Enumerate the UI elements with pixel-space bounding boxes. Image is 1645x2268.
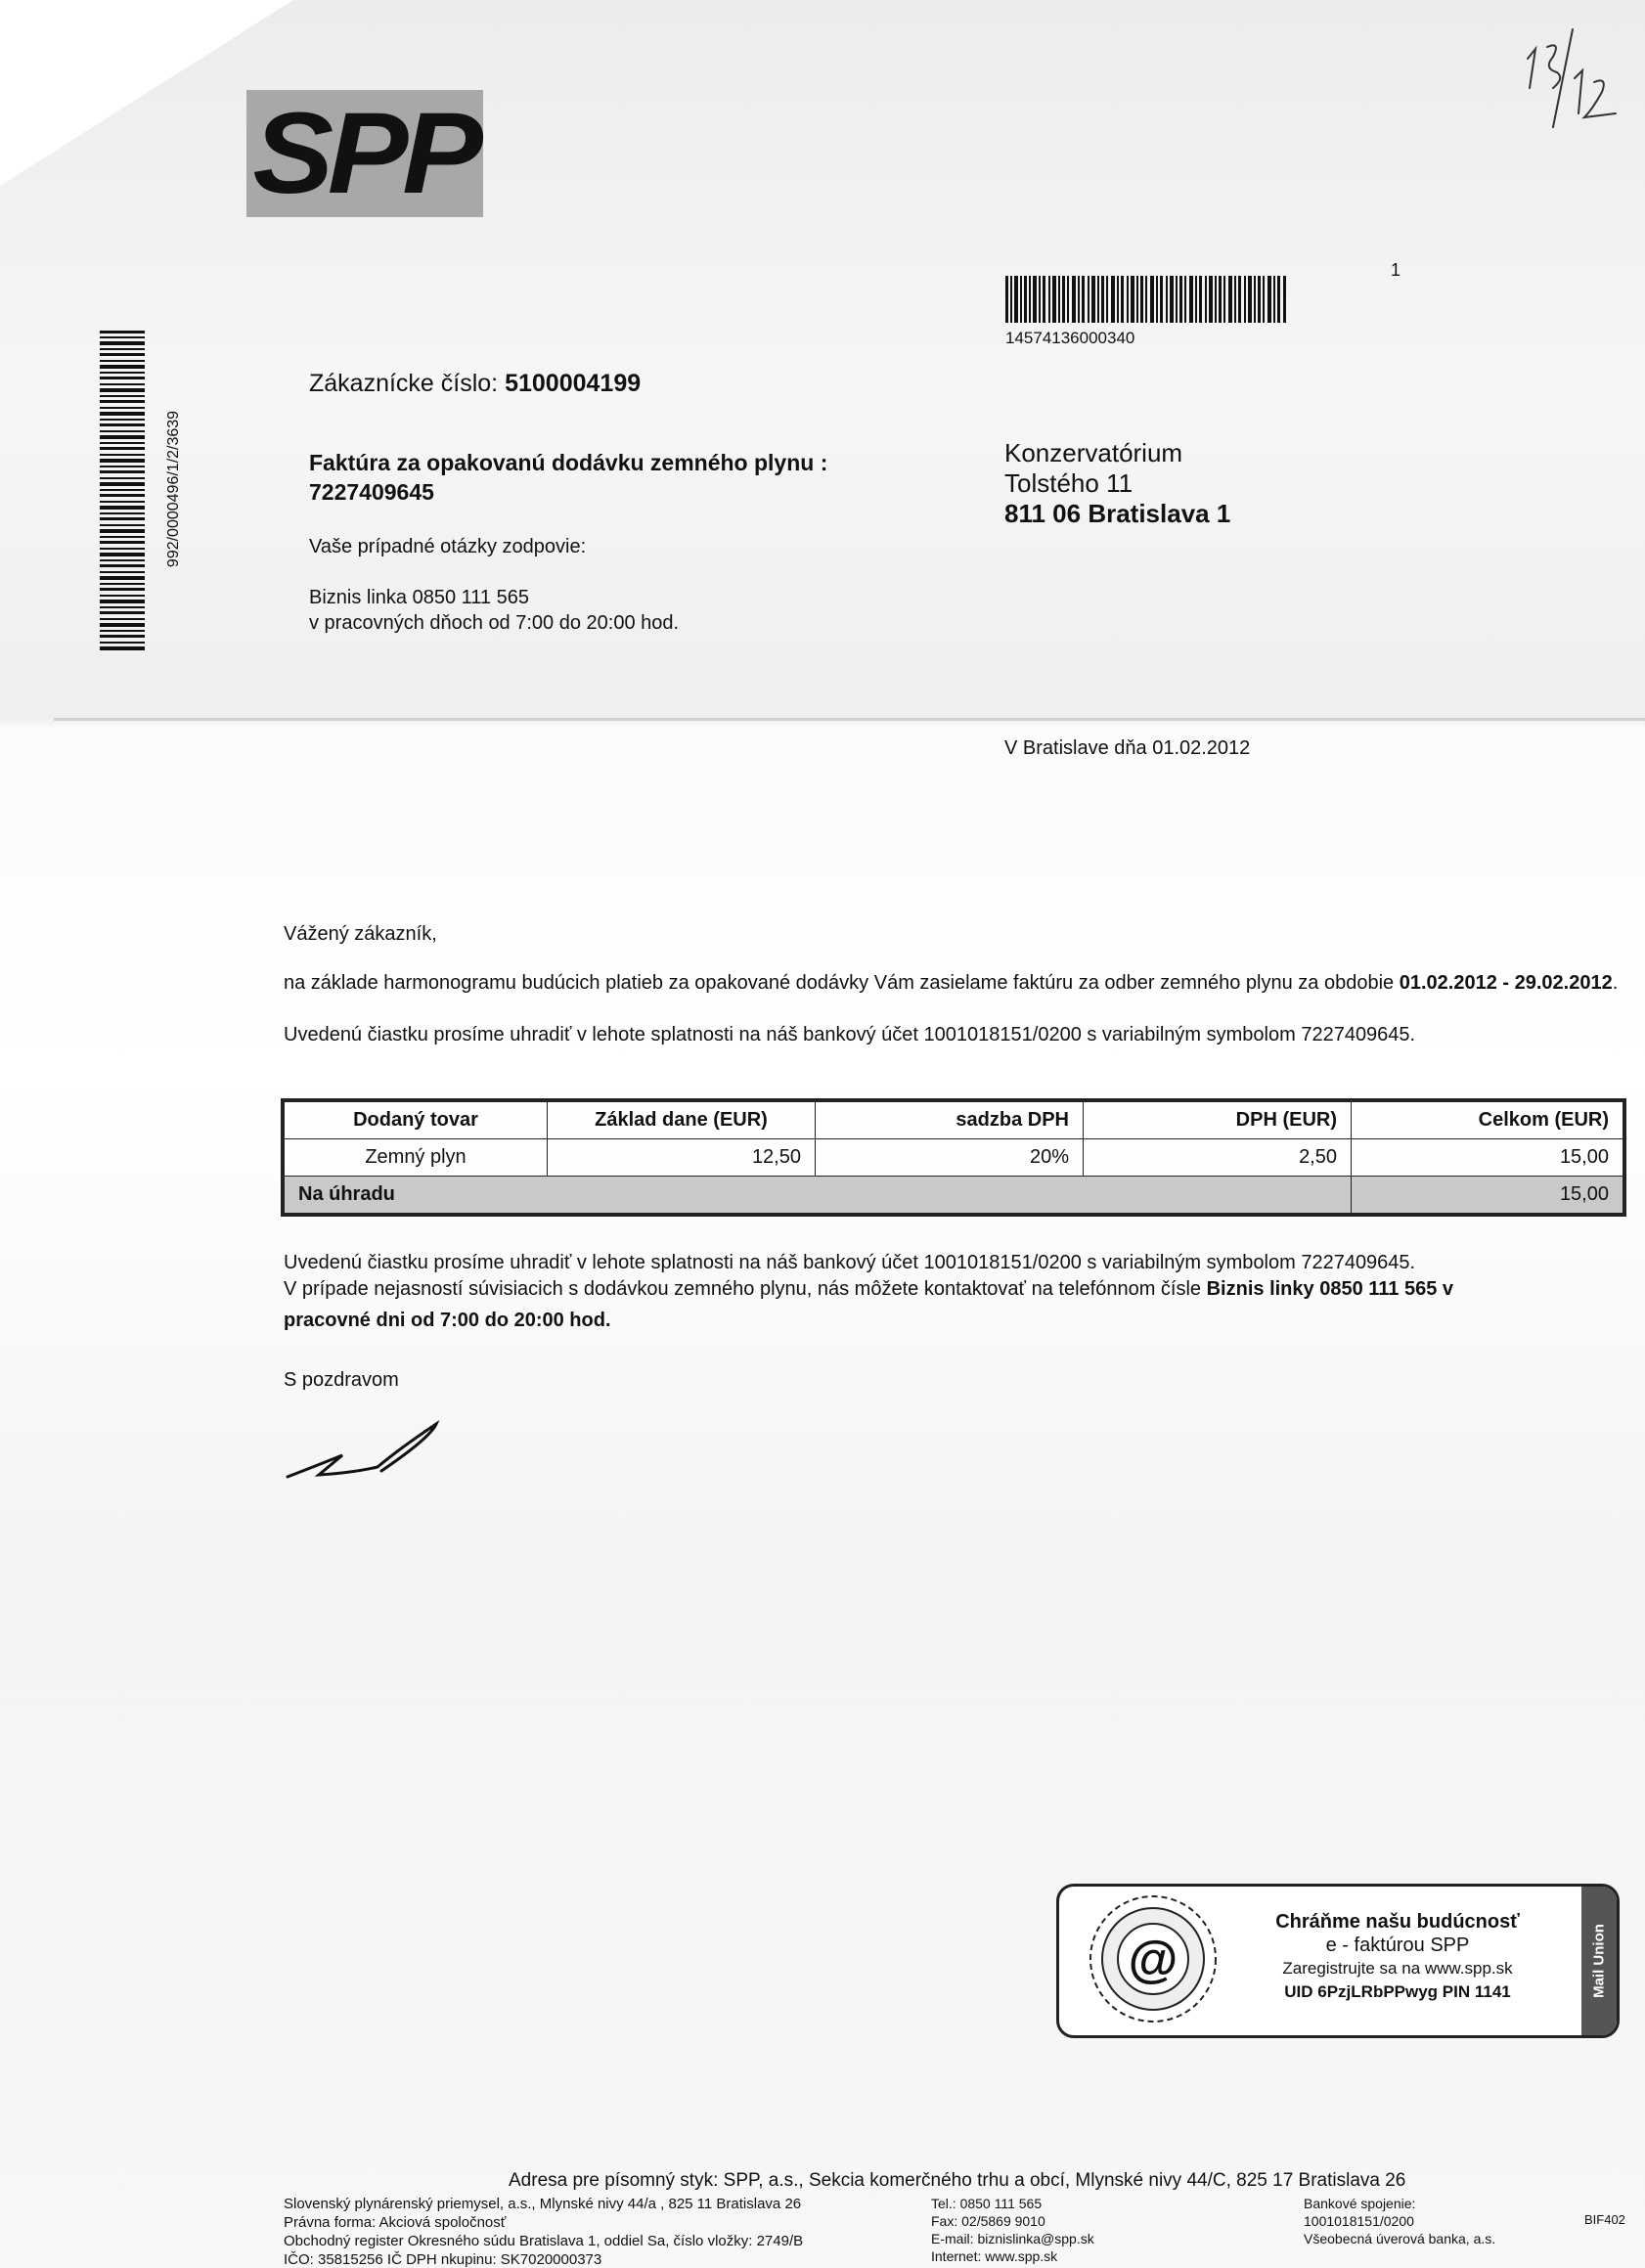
customer-number (309, 370, 641, 398)
hotline-line1: Biznis linka 0850 111 565 (309, 587, 529, 608)
promo-text (1241, 1910, 1554, 2004)
spp-logo (246, 90, 483, 217)
footer-company-line: Slovenský plynárenský priemysel, a.s., Mlynské nivy 44/a , 825 11 Bratislava 26 (284, 2196, 802, 2212)
invoice-title-line1: Faktúra za opakovanú dodávku zemného plynu : (309, 450, 828, 475)
side-barcode (100, 331, 145, 653)
signature (284, 1418, 450, 1487)
contact-hours: pracovné dni od 7:00 do 20:00 hod. (284, 1310, 611, 1331)
header-vat: DPH (EUR) (1084, 1102, 1352, 1139)
paragraph-period (284, 970, 1623, 996)
recipient-name: Konzervatórium (1004, 438, 1183, 467)
contact-hotline: Biznis linky 0850 111 565 v (1206, 1278, 1454, 1300)
recipient-city: 811 06 Bratislava 1 (1004, 499, 1231, 528)
footer-contact-line: E-mail: biznislinka@spp.sk (931, 2231, 1094, 2246)
total-label: Na úhradu (285, 1177, 1352, 1214)
paragraph-payment-repeat: Uvedenú čiastku prosíme uhradiť v lehote splatnosti na náš bankový účet 1001018151/0200 s variabilným symbolom 7227409645. (284, 1252, 1416, 1273)
customer-number-label: Zákaznícke číslo: (309, 370, 499, 397)
period-start: 01.02.2012 - (1399, 972, 1510, 994)
e-invoice-promo (1056, 1884, 1620, 2038)
hotline-line2: v pracovných dňoch od 7:00 do 20:00 hod. (309, 612, 680, 634)
customer-number-value: 5100004199 (505, 370, 642, 397)
header-vat-rate: sadzba DPH (816, 1102, 1084, 1139)
salutation: Vážený zákazník, (284, 923, 437, 945)
footer-bank-line: Bankové spojenie: (1304, 2196, 1416, 2211)
footer-address: Adresa pre písomný styk: SPP, a.s., Sekcia komerčného trhu a obcí, Mlynské nivy 44/C, 825 17 Bratislava 26 (509, 2170, 1406, 2191)
cell-vat: 2,50 (1084, 1139, 1352, 1177)
recipient-street: Tolstého 11 (1004, 468, 1134, 498)
letter-date: V Bratislave dňa 01.02.2012 (1004, 737, 1251, 759)
footer-contact-line: Tel.: 0850 111 565 (931, 2196, 1043, 2211)
logo-text: SPP (252, 89, 477, 218)
period-end: 29.02.2012 (1514, 972, 1613, 994)
invoice-table (284, 1101, 1623, 1214)
period-text: na základe harmonogramu budúcich platieb za opakované dodávky Vám zasielame faktúru za odber zemného plynu za obdobie (284, 972, 1400, 994)
mail-union-strip (1581, 1887, 1617, 2035)
table-header-row (285, 1102, 1623, 1139)
invoice-title (309, 448, 827, 507)
promo-register: Zaregistrujte sa na www.spp.sk (1282, 1959, 1513, 1978)
contact-text: V prípade nejasností súvisiacich s dodávkou zemného plynu, nás môžete kontaktovať na telefónnom čísle (284, 1278, 1207, 1300)
promo-title: Chráňme našu budúcnosť (1275, 1911, 1520, 1933)
recipient-address (1004, 438, 1230, 529)
footer-contact (931, 2195, 1094, 2265)
period-end-dot: . (1612, 972, 1619, 994)
footer-company-line: Právna forma: Akciová spoločnosť (284, 2214, 507, 2231)
header-goods: Dodaný tovar (285, 1102, 548, 1139)
regards: S pozdravom (284, 1369, 399, 1391)
cell-vat-rate: 20% (816, 1139, 1084, 1177)
header-tax-base: Základ dane (EUR) (548, 1102, 816, 1139)
fold-line (54, 718, 1645, 721)
footer-company-line: Obchodný register Okresného súdu Bratislava 1, oddiel Sa, číslo vložky: 2749/B (284, 2233, 804, 2249)
footer-bank-line: 1001018151/0200 (1304, 2213, 1414, 2229)
promo-uid: UID 6PzjLRbPPwyg PIN 1141 (1284, 1982, 1511, 2001)
footer-bank (1304, 2195, 1495, 2247)
promo-subtitle: e - faktúrou SPP (1325, 1934, 1470, 1956)
questions-label: Vaše prípadné otázky zodpovie: (309, 536, 587, 557)
cell-total: 15,00 (1352, 1139, 1623, 1177)
mail-union-label: Mail Union (1590, 1924, 1608, 1998)
sunflower-at-icon (1085, 1890, 1222, 2027)
footer-contact-line: Fax: 02/5869 9010 (931, 2213, 1045, 2229)
cell-tax-base: 12,50 (548, 1139, 816, 1177)
page-number: 1 (1391, 260, 1401, 280)
table-row (285, 1139, 1623, 1177)
footer-company (284, 2195, 803, 2268)
form-code: BIF402 (1584, 2212, 1625, 2227)
barcode-number: 14574136000340 (1005, 329, 1135, 347)
footer-company-line: IČO: 35815256 IČ DPH nkupinu: SK7020000373 (284, 2251, 602, 2268)
footer-bank-line: Všeobecná úverová banka, a.s. (1304, 2231, 1496, 2246)
footer-contact-line: Internet: www.spp.sk (931, 2248, 1058, 2264)
handwritten-note (1514, 20, 1622, 142)
table-total-row (285, 1177, 1623, 1214)
at-symbol: @ (1128, 1932, 1178, 1988)
paragraph-contact (284, 1273, 1623, 1336)
hotline-info (309, 585, 679, 636)
total-value: 15,00 (1352, 1177, 1623, 1214)
cell-goods: Zemný plyn (285, 1139, 548, 1177)
side-barcode-number: 992/0000496/1/2/3639 (165, 410, 182, 568)
barcode (1005, 276, 1287, 323)
invoice-title-line2: 7227409645 (309, 479, 434, 505)
paragraph-payment: Uvedenú čiastku prosíme uhradiť v lehote splatnosti na náš bankový účet 1001018151/0200 s variabilným symbolom 7227409645. (284, 1024, 1416, 1045)
header-total: Celkom (EUR) (1352, 1102, 1623, 1139)
